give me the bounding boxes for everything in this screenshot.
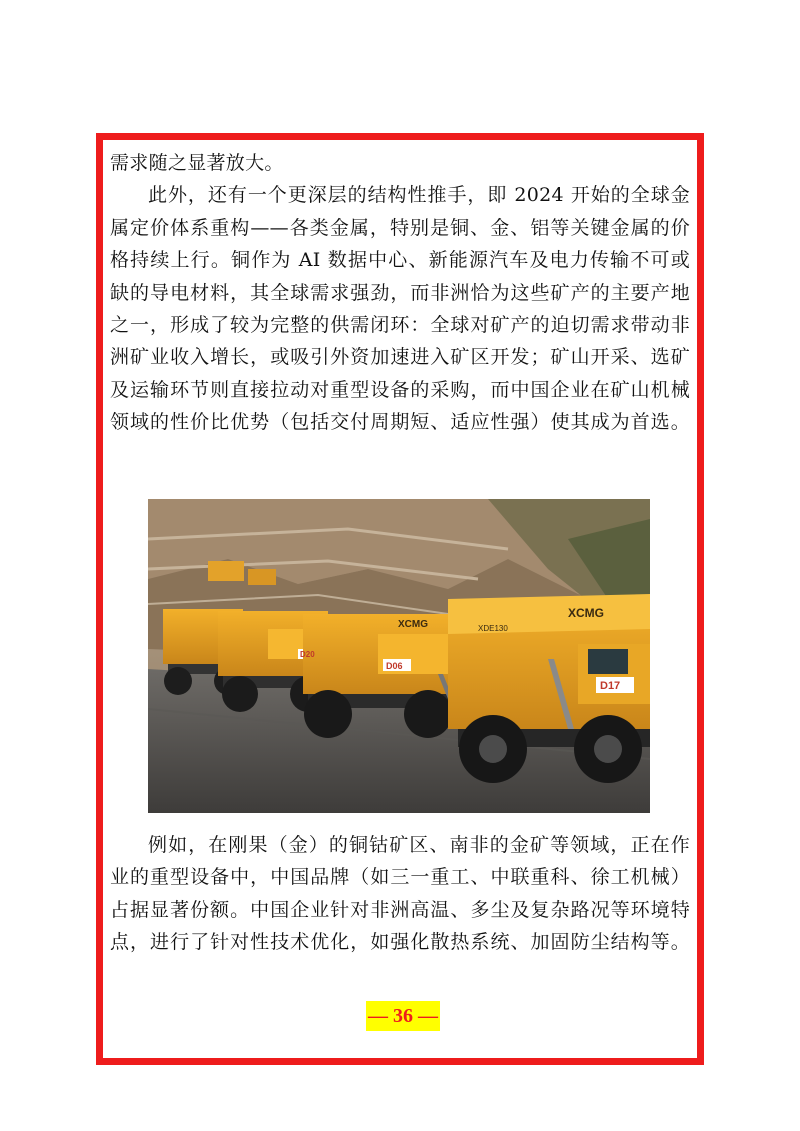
truck-id-label: D17: [600, 680, 621, 692]
truck-model-label: XDE130: [478, 624, 508, 633]
truck-id-label: D20: [300, 650, 315, 659]
text-line: 之一，形成了较为完整的供需闭环：全球对矿产的迫切需求带动非: [110, 313, 690, 336]
text-line: 属定价体系重构——各类金属，特别是铜、金、铝等关键金属的价: [110, 216, 690, 239]
mining-trucks-photo: [148, 499, 650, 813]
truck-brand-label: XCMG: [568, 606, 604, 620]
text-line: 例如，在刚果（金）的铜钴矿区、南非的金矿等领域，正在作: [148, 834, 690, 856]
text-line: 领域的性价比优势（包括交付周期短、适应性强）使其成为首选。: [110, 411, 690, 434]
text-line: 业的重型设备中，中国品牌（如三一重工、中联重科、徐工机械）: [110, 866, 690, 889]
truck-id-label: D06: [386, 661, 403, 671]
text-line: 需求随之显著放大。: [110, 152, 284, 174]
text-line: 此外，还有一个更深层的结构性推手，即 2024 开始的全球金: [148, 184, 690, 207]
text-line: 格持续上行。铜作为 AI 数据中心、新能源汽车及电力传输不可或: [110, 249, 690, 272]
page-number: — 36 —: [366, 1001, 440, 1031]
text-line: 及运输环节则直接拉动对重型设备的采购，而中国企业在矿山机械: [110, 378, 690, 401]
text-line: 缺的导电材料，其全球需求强劲，而非洲恰为这些矿产的主要产地: [110, 281, 690, 304]
paragraph-bottom: [110, 829, 690, 959]
text-line: 点，进行了针对性技术优化，如强化散热系统、加固防尘结构等。: [110, 931, 690, 954]
paragraph-top: [110, 147, 690, 439]
text-line: 洲矿业收入增长，或吸引外资加速进入矿区开发；矿山开采、选矿: [110, 346, 690, 369]
text-line: 占据显著份额。中国企业针对非洲高温、多尘及复杂路况等环境特: [110, 898, 690, 921]
truck-brand-label: XCMG: [398, 619, 428, 630]
